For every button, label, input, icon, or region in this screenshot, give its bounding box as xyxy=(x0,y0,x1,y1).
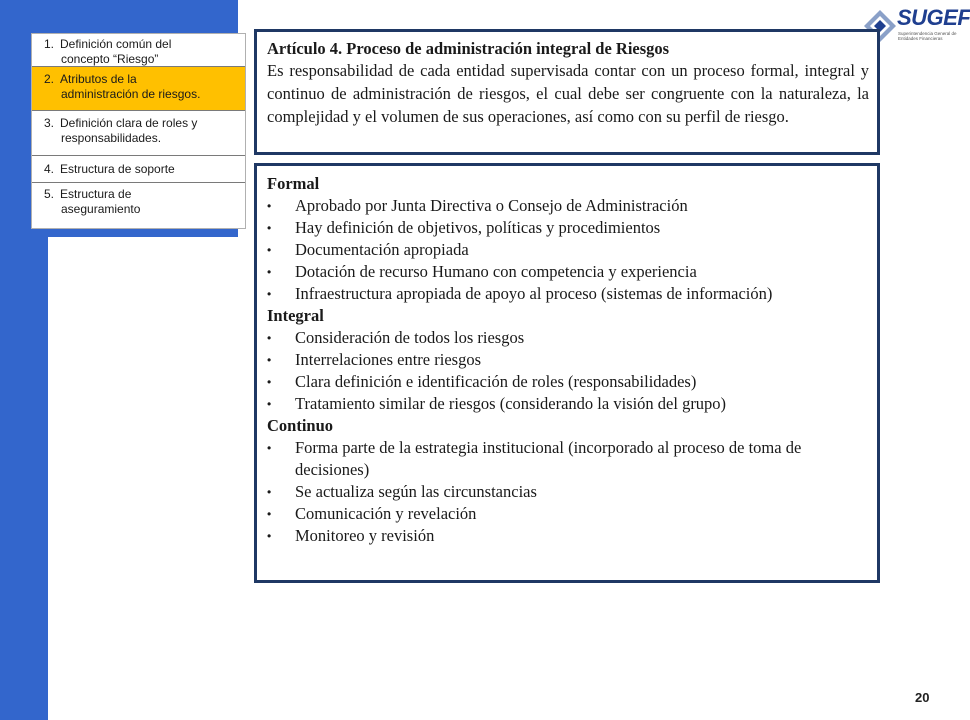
nav-item-number: 1. xyxy=(44,37,55,51)
nav-item-number: 3. xyxy=(44,116,55,130)
nav-item-label-cont: aseguramiento xyxy=(61,202,141,216)
list-item xyxy=(267,481,869,503)
bullet-icon: • xyxy=(267,353,272,367)
list-item xyxy=(267,195,869,217)
nav-item-1[interactable] xyxy=(32,34,245,67)
list-item xyxy=(267,239,869,261)
logo-wordmark: SUGEF xyxy=(897,5,970,30)
list-item xyxy=(267,261,869,283)
nav-item-label: Estructura de soporte xyxy=(60,162,175,176)
list-item-text: Se actualiza según las circunstancias xyxy=(295,482,537,501)
page-number: 20 xyxy=(915,690,930,705)
list-item xyxy=(267,437,869,481)
list-item-text: Clara definición e identificación de roles (responsabilidades) xyxy=(295,372,697,391)
article-body: Es responsabilidad de cada entidad supervisada contar con un proceso formal, integral y continuo de administración de riesgos, el cual debe ser congruente con la naturaleza, la complejidad y el volumen de sus operaciones, así como con su perfil de riesgo. xyxy=(267,61,869,126)
list-item-text: Monitoreo y revisión xyxy=(295,526,435,545)
list-item xyxy=(267,327,869,349)
list-item xyxy=(267,371,869,393)
list-item-text: Aprobado por Junta Directiva o Consejo de Administración xyxy=(295,196,688,215)
section-heading-formal: Formal xyxy=(267,174,320,193)
list-item xyxy=(267,393,869,415)
list-item-text: Tratamiento similar de riesgos (considerando la visión del grupo) xyxy=(295,394,727,413)
attributes-box xyxy=(254,163,880,583)
bullet-icon: • xyxy=(267,375,272,389)
bullet-icon: • xyxy=(267,199,272,213)
nav-item-number: 2. xyxy=(44,72,55,86)
list-item xyxy=(267,217,869,239)
section-heading-integral: Integral xyxy=(267,306,324,325)
list-item xyxy=(267,503,869,525)
nav-item-5[interactable] xyxy=(32,183,245,228)
list-item-text: Infraestructura apropiada de apoyo al proceso (sistemas de información) xyxy=(295,284,773,303)
article-title: Artículo 4. Proceso de administración integral de Riesgos xyxy=(267,39,670,58)
nav-item-label-cont: administración de riesgos. xyxy=(61,87,201,101)
bullet-icon: • xyxy=(267,507,272,521)
bullet-icon: • xyxy=(267,287,272,301)
nav-item-label-cont: concepto “Riesgo” xyxy=(61,52,159,66)
bullet-icon: • xyxy=(267,265,272,279)
list-item xyxy=(267,349,869,371)
nav-item-2[interactable] xyxy=(32,67,245,111)
bullet-icon: • xyxy=(267,221,272,235)
nav-item-4[interactable] xyxy=(32,156,245,183)
nav-item-3[interactable] xyxy=(32,111,245,156)
list-item xyxy=(267,283,869,305)
list-item-text: Documentación apropiada xyxy=(295,240,469,259)
bullet-icon: • xyxy=(267,441,272,455)
list-item-text: Consideración de todos los riesgos xyxy=(295,328,525,347)
nav-item-label: Estructura de xyxy=(60,187,132,201)
nav-item-label-cont: responsabilidades. xyxy=(61,131,162,145)
list-item xyxy=(267,525,869,547)
bullet-icon: • xyxy=(267,397,272,411)
nav-item-label: Definición común del xyxy=(60,37,172,51)
logo-subtitle: Superintendencia General de Entidades Financieras xyxy=(898,31,957,41)
article-box xyxy=(254,29,880,155)
bullet-icon: • xyxy=(267,529,272,543)
list-item-text: Forma parte de la estrategia institucional (incorporado al proceso de toma de decisiones) xyxy=(295,438,802,479)
list-item-text: Hay definición de objetivos, políticas y procedimientos xyxy=(295,218,661,237)
nav-item-label: Definición clara de roles y xyxy=(60,116,198,130)
bullet-icon: • xyxy=(267,243,272,257)
list-item-text: Interrelaciones entre riesgos xyxy=(295,350,481,369)
topic-navigation xyxy=(31,33,246,229)
section-heading-continuo: Continuo xyxy=(267,416,334,435)
list-item-text: Comunicación y revelación xyxy=(295,504,477,523)
bullet-icon: • xyxy=(267,485,272,499)
nav-item-label: Atributos de la xyxy=(60,72,137,86)
bullet-icon: • xyxy=(267,331,272,345)
list-item-text: Dotación de recurso Humano con competencia y experiencia xyxy=(295,262,697,281)
nav-item-number: 5. xyxy=(44,187,55,201)
nav-item-number: 4. xyxy=(44,162,55,176)
